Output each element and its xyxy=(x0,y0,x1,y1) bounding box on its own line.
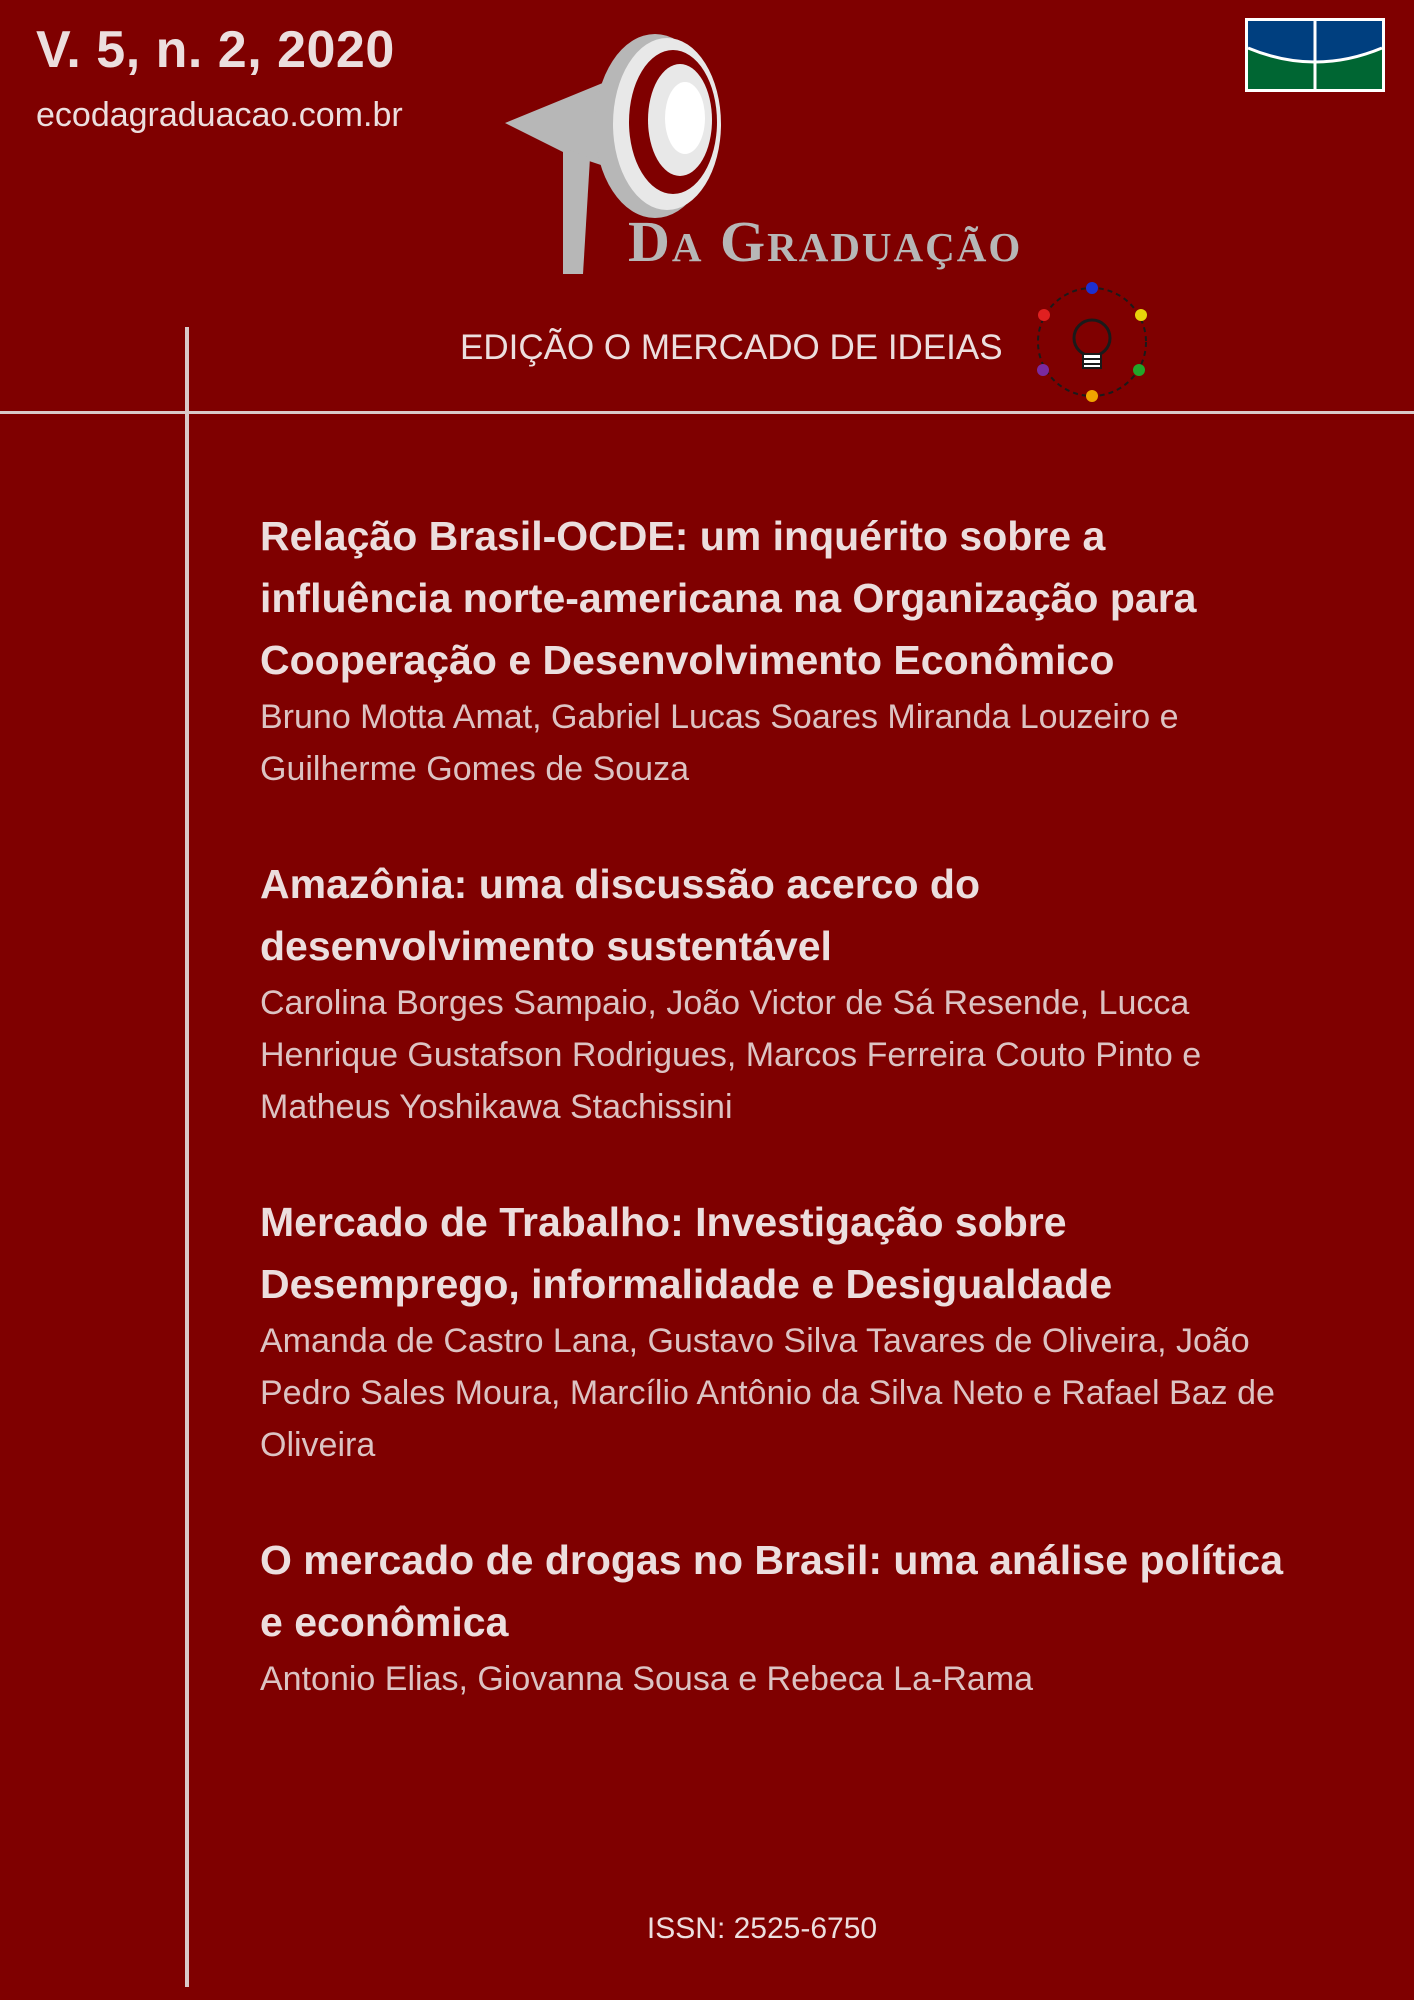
article-authors: Amanda de Castro Lana, Gustavo Silva Tavares de Oliveira, João Pedro Sales Moura, Marcílio Antônio da Silva Neto e Rafael Baz de Oliveira xyxy=(260,1322,1275,1464)
horizontal-divider xyxy=(0,411,1414,414)
article-title: O mercado de drogas no Brasil: uma análise política e econômica xyxy=(260,1537,1284,1645)
article-list xyxy=(260,505,1290,1763)
vertical-divider xyxy=(185,327,189,1987)
article-authors: Bruno Motta Amat, Gabriel Lucas Soares Miranda Louzeiro e Guilherme Gomes de Souza xyxy=(260,698,1179,788)
article-item xyxy=(260,505,1290,795)
logo-text: Da Graduação xyxy=(628,209,1023,274)
issn-label: ISSN: 2525-6750 xyxy=(646,1912,878,1945)
article-authors: Antonio Elias, Giovanna Sousa e Rebeca La-Rama xyxy=(260,1660,1034,1698)
edition-title: EDIÇÃO O MERCADO DE IDEIAS xyxy=(460,328,1003,367)
article-item xyxy=(260,1191,1290,1471)
lightbulb-icon xyxy=(1030,280,1154,404)
article-item xyxy=(260,853,1290,1133)
article-item xyxy=(260,1529,1290,1705)
article-authors: Carolina Borges Sampaio, João Victor de Sá Resende, Lucca Henrique Gustafson Rodrigues, Marcos Ferreira Couto Pinto e Matheus Yoshikawa Stachissini xyxy=(260,984,1202,1126)
issue-label: V. 5, n. 2, 2020 xyxy=(36,21,395,79)
article-title: Amazônia: uma discussão acerco do desenvolvimento sustentável xyxy=(260,861,981,969)
site-url: ecodagraduacao.com.br xyxy=(36,96,403,134)
unb-flag-icon xyxy=(1245,18,1385,92)
article-title: Relação Brasil-OCDE: um inquérito sobre a influência norte-americana na Organização para Cooperação e Desenvolvimento Econômico xyxy=(260,513,1197,683)
article-title: Mercado de Trabalho: Investigação sobre Desemprego, informalidade e Desigualdade xyxy=(260,1199,1113,1307)
